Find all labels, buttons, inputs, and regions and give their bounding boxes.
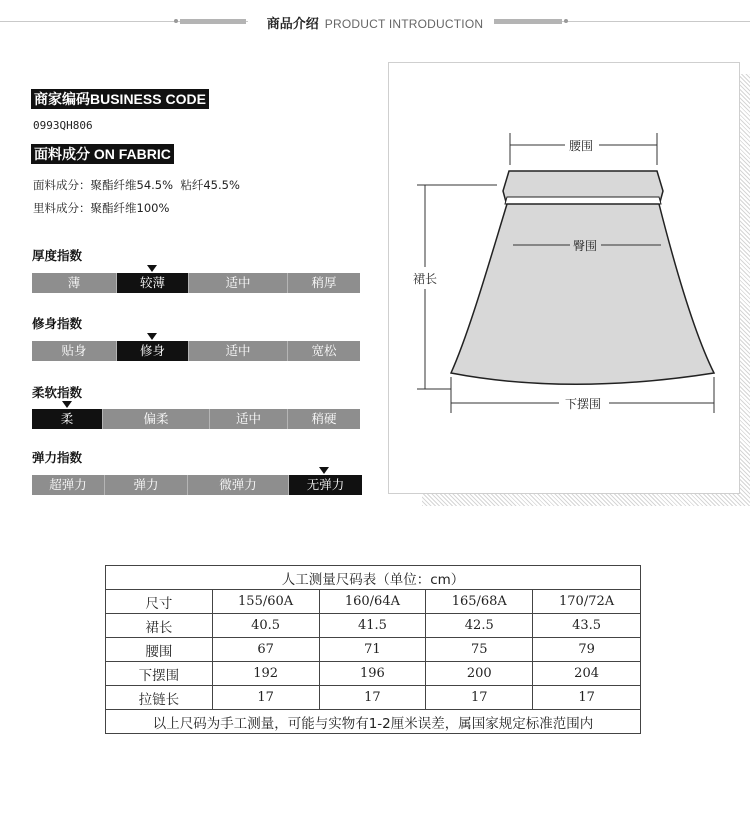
table-caption: 人工测量尺码表（单位：cm）	[106, 566, 641, 590]
thickness-option: 适中	[189, 273, 288, 293]
table-cell: 17	[426, 686, 533, 710]
business-code-label: 商家编码BUSINESS CODE	[31, 89, 209, 109]
thickness-index-title: 厚度指数	[32, 248, 83, 263]
skirt-diagram-svg	[389, 63, 741, 495]
size-table	[105, 565, 641, 734]
waist-label: 腰围	[569, 139, 594, 153]
softness-option: 偏柔	[103, 409, 210, 429]
skirt-waistband-stripe-icon	[505, 197, 661, 204]
header-title	[0, 13, 750, 32]
table-cell: 拉链长	[106, 686, 213, 710]
fit-marker-icon	[147, 333, 157, 340]
softness-option: 稍硬	[288, 409, 360, 429]
fabric-outer: 面料成分：聚酯纤维54.5% 粘纤45.5%	[33, 178, 240, 192]
table-header-cell: 170/72A	[533, 590, 641, 614]
table-header-cell: 155/60A	[212, 590, 319, 614]
table-cell: 下摆围	[106, 662, 213, 686]
table-header-cell: 尺寸	[106, 590, 213, 614]
fit-option: 宽松	[288, 341, 360, 361]
header-title-en: PRODUCT INTRODUCTION	[324, 17, 484, 31]
fit-index-title: 修身指数	[32, 316, 83, 331]
table-cell: 75	[426, 638, 533, 662]
table-cell: 腰围	[106, 638, 213, 662]
softness-option: 适中	[210, 409, 288, 429]
table-header-cell: 165/68A	[426, 590, 533, 614]
elasticity-option: 弹力	[105, 475, 188, 495]
table-cell: 43.5	[533, 614, 641, 638]
table-cell: 41.5	[319, 614, 426, 638]
hip-label: 臀围	[573, 239, 598, 253]
table-note: 以上尺码为手工测量，可能与实物有1-2厘米误差，属国家规定标准范围内	[106, 710, 641, 734]
fit-option-selected: 修身	[117, 341, 189, 361]
table-cell: 196	[319, 662, 426, 686]
table-cell: 67	[212, 638, 319, 662]
table-cell: 40.5	[212, 614, 319, 638]
thickness-option-selected: 较薄	[117, 273, 189, 293]
table-cell: 200	[426, 662, 533, 686]
table-header-cell: 160/64A	[319, 590, 426, 614]
thickness-marker-icon	[147, 265, 157, 272]
elasticity-option-selected: 无弹力	[289, 475, 362, 495]
table-cell: 204	[533, 662, 641, 686]
table-cell: 79	[533, 638, 641, 662]
table-cell: 17	[319, 686, 426, 710]
header-title-cn: 商品介绍	[266, 17, 319, 32]
softness-option-selected: 柔	[32, 409, 103, 429]
elasticity-marker-icon	[319, 467, 329, 474]
table-cell: 裙长	[106, 614, 213, 638]
table-header-row	[106, 590, 641, 614]
fabric-label: 面料成分 ON FABRIC	[31, 144, 174, 164]
table-cell: 17	[212, 686, 319, 710]
table-caption-row	[106, 566, 641, 590]
table-cell: 71	[319, 638, 426, 662]
softness-scale	[32, 409, 360, 429]
fit-option: 适中	[189, 341, 288, 361]
elasticity-option: 超弹力	[32, 475, 105, 495]
softness-index-title: 柔软指数	[32, 385, 83, 400]
skirt-diagram	[388, 62, 740, 494]
table-cell: 17	[533, 686, 641, 710]
length-label: 裙长	[413, 272, 438, 286]
table-row	[106, 686, 641, 710]
table-row	[106, 614, 641, 638]
elasticity-scale	[32, 475, 362, 495]
elasticity-index-title: 弹力指数	[32, 450, 83, 465]
skirt-body-icon	[451, 204, 714, 384]
table-row	[106, 662, 641, 686]
thickness-option: 薄	[32, 273, 117, 293]
table-row	[106, 638, 641, 662]
hem-label: 下摆围	[565, 397, 602, 411]
fit-scale	[32, 341, 360, 361]
fit-option: 贴身	[32, 341, 117, 361]
fabric-lining: 里料成分：聚酯纤维100%	[33, 201, 170, 215]
softness-marker-icon	[62, 401, 72, 408]
table-cell: 192	[212, 662, 319, 686]
thickness-scale	[32, 273, 360, 293]
business-code-value: 0993QH806	[33, 119, 93, 132]
thickness-option: 稍厚	[288, 273, 360, 293]
table-cell: 42.5	[426, 614, 533, 638]
elasticity-option: 微弹力	[188, 475, 289, 495]
table-note-row	[106, 710, 641, 734]
